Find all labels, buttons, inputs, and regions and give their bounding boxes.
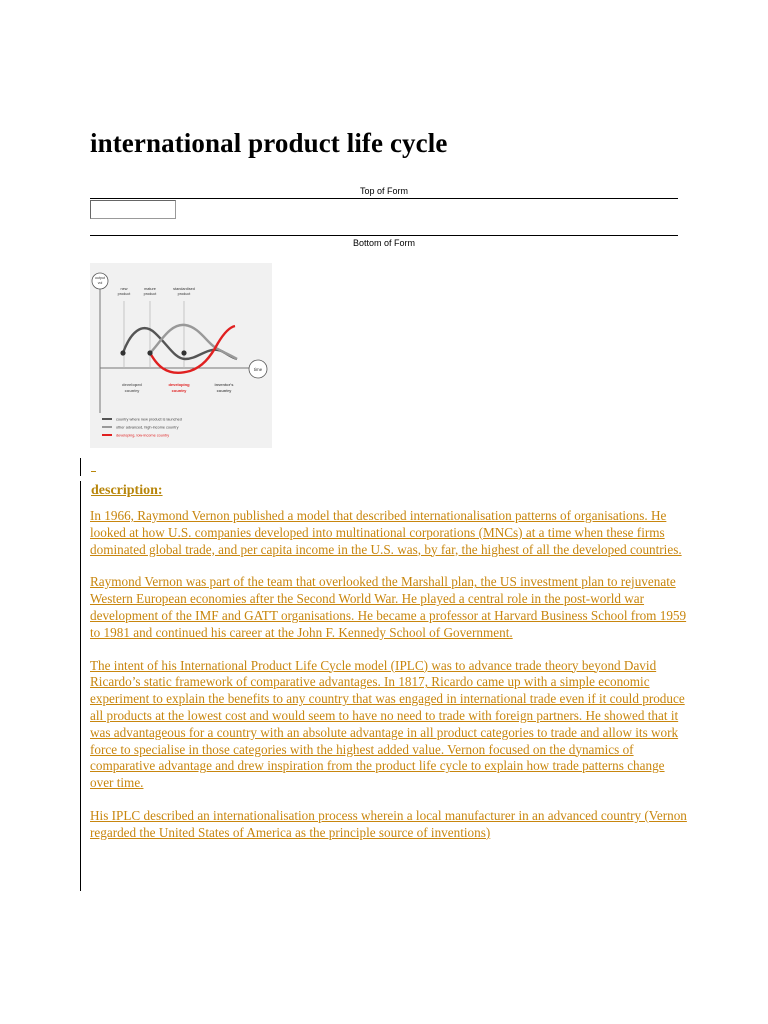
phase-label-mature-line-1: mature bbox=[144, 287, 156, 291]
curve-point-3 bbox=[181, 350, 186, 355]
phase-label-new-line-1: new bbox=[120, 287, 128, 291]
iplc-diagram-figure bbox=[90, 263, 272, 448]
page-title: international product life cycle bbox=[90, 128, 448, 158]
legend-label-1: country where new product is launched bbox=[116, 417, 182, 422]
country-label-inventor-line-1: inventor's bbox=[214, 382, 234, 387]
country-label-developing-line-1: developing bbox=[168, 382, 190, 387]
curve-point-1 bbox=[120, 350, 125, 355]
inventor-country-curve bbox=[123, 328, 237, 359]
phase-label-standardised-line-2: product bbox=[177, 292, 191, 296]
diagram-legend bbox=[102, 418, 182, 438]
top-of-form-rule bbox=[90, 198, 678, 199]
developing-country-curve bbox=[150, 326, 235, 373]
country-label-developed-line-2: country bbox=[124, 388, 140, 393]
paragraph-marshall-plan[interactable]: Raymond Vernon was part of the team that overlooked the Marshall plan, the US investment plan to rejuvenate Western European economies after the Second World War. He played a central role in the post-world war development of the IMF and GATT organisations. He became a professor at Harvard Business School from 1959 to 1981 and continued his career at the John F. Kennedy School of Government. bbox=[90, 574, 687, 640]
paragraph-vernon-1966[interactable]: In 1966, Raymond Vernon published a model that described internationalisation patterns of organisations. He looked at how U.S. companies developed into multinational corporations (MNCs) at a time when these firms dominated global trade, and per capita income in the U.S. was, by far, the highest of all the developed countries. bbox=[90, 508, 682, 557]
paragraph-iplc-process[interactable]: His IPLC described an internationalisation process wherein a local manufacturer in an advanced country (Vernon regarded the United States of America as the principle source of inventions) bbox=[90, 807, 687, 840]
description-body bbox=[90, 508, 690, 858]
y-axis-label-line-2: vol bbox=[97, 281, 103, 285]
country-label-developing-line-2: country bbox=[171, 388, 187, 393]
curve-point-2 bbox=[147, 350, 152, 355]
legend-label-2: other advanced, high-income country bbox=[116, 425, 179, 430]
top-of-form-label: Top of Form bbox=[359, 186, 408, 196]
country-label-developed-line-1: developed bbox=[122, 382, 142, 387]
iplc-diagram bbox=[90, 263, 272, 448]
description-heading: description: bbox=[91, 483, 163, 498]
change-bar-1 bbox=[80, 458, 81, 476]
x-axis-label: time bbox=[253, 367, 263, 372]
empty-link[interactable] bbox=[91, 459, 96, 472]
bottom-of-form-rule bbox=[90, 235, 678, 236]
y-axis-label-line-1: output bbox=[95, 276, 105, 280]
country-label-inventor-line-2: country bbox=[216, 388, 232, 393]
phase-label-mature-line-2: product bbox=[143, 292, 157, 296]
form-text-input[interactable] bbox=[90, 200, 176, 219]
phase-label-standardised-line-1: standardised bbox=[173, 287, 195, 291]
legend-label-3: developing, low-income country bbox=[116, 433, 170, 438]
change-bar-2 bbox=[80, 481, 81, 891]
paragraph-iplc-intent[interactable]: The intent of his International Product Life Cycle model (IPLC) was to advance trade theory beyond David Ricardo’s static framework of comparative advantages. In 1817, Ricardo came up with a simple economic experiment to explain the benefits to any country that was engaged in international trade even if it could produce all products at the lowest cost and would seem to have no need to trade with foreign partners. He showed that it was advantageous for a country with an absolute advantage in all product categories to trade and allow its work force to specialise in those categories with the highest added value. Vernon focused on the dynamics of comparative advantage and drew inspiration from the product life cycle to explain how trade patterns change over time. bbox=[90, 657, 685, 791]
phase-label-new-line-2: product bbox=[117, 292, 131, 296]
bottom-of-form-label: Bottom of Form bbox=[352, 238, 415, 248]
